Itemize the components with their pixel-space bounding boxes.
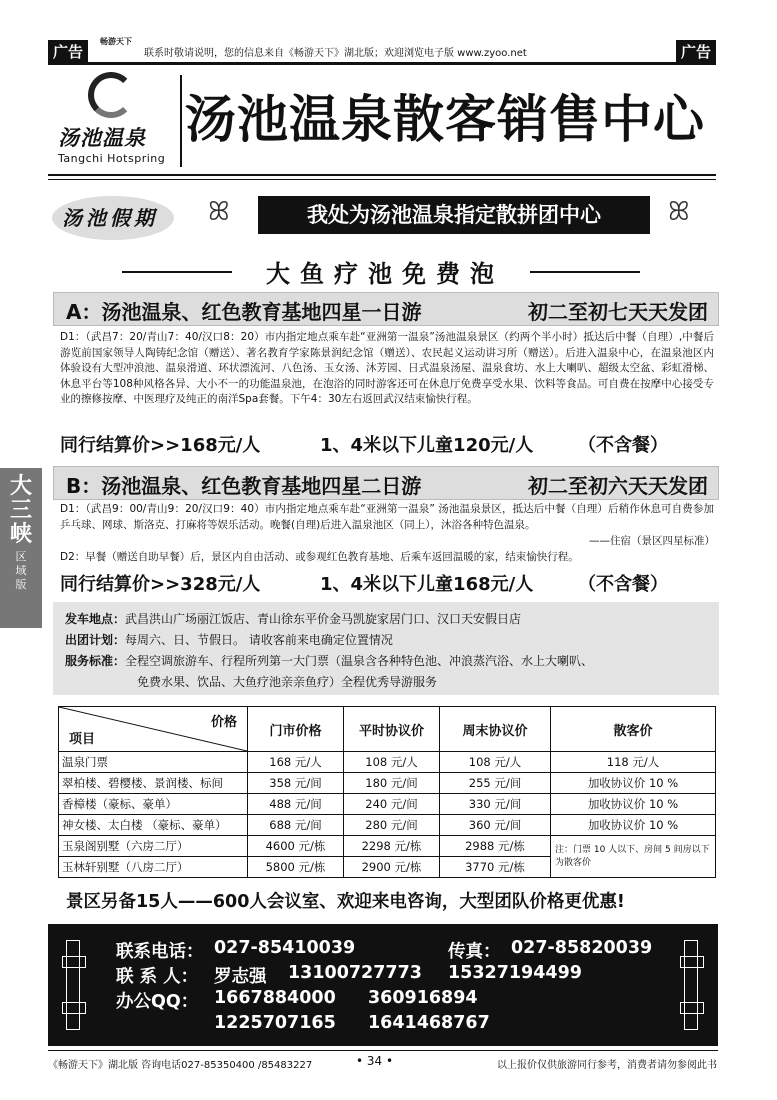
- cell-item: 香樟楼（豪标、豪单）: [59, 794, 248, 815]
- table-header-row: [59, 707, 716, 752]
- route-a-description: D1：（武昌7：20/青山7：40/汉口8：20）市内指定地点乘车赴“亚洲第一温泉”汤池温泉景区（约两个半小时）抵达后中餐（自理）,中餐后游览前国家领导人陶铸纪念馆（赠送）、著名教育学家陈景润纪念馆（赠送）、农民起义运动讲习所（赠送）。后进入温泉中心，在温泉池区内体验设有大型冲浪池、温泉滑道、环状漂流河、八色汤、玉女汤、沐芳园、日式温泉汤屋、温泉食坊、水上大喇叭、超级太空盆、彩虹滑梯、休息平台等108种风格各异、大小不一的功能温泉池，在泡浴的同时游客还可在休息厅免费享受水果、饮料等食品。可自费在按摩中心接受专业的擦修按摩、中医理疗及纯正的南洋Spa套餐。下午4：30左右返回武汉结束愉快行程。: [60, 331, 714, 406]
- departure-info: [53, 602, 719, 695]
- price-table: [58, 706, 716, 878]
- brand-small-logo: 畅游天下: [100, 37, 132, 46]
- meeting-room-note: 景区另备15人——600人会议室、欢迎来电咨询，大型团队价格更优惠!: [66, 892, 625, 912]
- phone-label: 联系电话：: [116, 942, 204, 962]
- pillar-ornament-left-icon: [66, 940, 80, 1030]
- scroll-ornament-left-icon: ꕤ: [208, 197, 230, 227]
- cell-weekday: 2298 元/栋: [344, 836, 440, 857]
- region-side-tab: [0, 468, 42, 628]
- footer-rule: [48, 1050, 718, 1051]
- qq-2: 360916894: [368, 988, 478, 1008]
- cell-weekend: 108 元/人: [440, 752, 551, 773]
- route-a-meal-note: （不含餐）: [578, 435, 668, 456]
- footer-publication: 《畅游天下》湖北版 咨询电话027-85350400 /85483227: [48, 1060, 313, 1071]
- contact-person-label: 联 系 人：: [116, 967, 199, 987]
- cell-weekend: 255 元/间: [440, 773, 551, 794]
- route-a-title: A：汤池温泉、红色教育基地四星一日游: [66, 300, 422, 324]
- footer-disclaimer: 以上报价仅供旅游同行参考，消费者请勿参阅此书: [497, 1060, 717, 1071]
- tangchi-logo: [52, 70, 172, 170]
- scroll-ornament-right-icon: ꕤ: [668, 197, 690, 227]
- qq-label: 办公QQ：: [116, 992, 199, 1012]
- service-value-1: 全程空调旅游车、行程所列第一大门票（温泉含各种特色池、冲浪蒸汽浴、水上大喇叭、: [125, 654, 594, 668]
- route-b-price: 同行结算价>>328元/人: [60, 574, 261, 595]
- cell-retail: 168 元/人: [248, 752, 344, 773]
- holiday-stamp-text: 汤池假期: [62, 206, 158, 230]
- swirl-logo-icon: [88, 72, 134, 118]
- mobile-2: 15327194499: [448, 963, 582, 983]
- depart-label: 发车地点：: [65, 612, 126, 626]
- route-b-day2: D2：早餐（赠送自助早餐）后，景区内自由活动、或参观红色教育基地、后乘车返回温暖的家，结束愉快行程。: [60, 551, 579, 563]
- header-divider: [180, 75, 182, 167]
- fax-label: 传真：: [448, 942, 501, 962]
- ad-label-right: 广告: [676, 40, 716, 63]
- phone-number: 027-85410039: [214, 938, 356, 958]
- logo-brand-en: Tangchi Hotspring: [58, 152, 166, 165]
- table-row: [59, 815, 716, 836]
- table-row: [59, 773, 716, 794]
- table-corner-header: [59, 707, 248, 752]
- villa-note: 注：门票 10 人以下、房间 5 间房以下为散客价: [551, 836, 716, 878]
- table-row: [59, 794, 716, 815]
- col-header-weekend: 周末协议价: [440, 707, 551, 752]
- corner-price-label: 价格: [210, 715, 237, 730]
- cell-weekend: 360 元/间: [440, 815, 551, 836]
- cell-individual: 118 元/人: [551, 752, 716, 773]
- top-bar: [48, 37, 716, 65]
- cell-weekday: 108 元/人: [344, 752, 440, 773]
- cell-weekend: 3770 元/栋: [440, 857, 551, 878]
- route-b-description: D1：（武昌9：00/青山9：20/汉口9：40）市内指定地点乘车赴“亚洲第一温泉” 汤池温泉景区，抵达后中餐（自理）后稍作休息可自费参加乒乓球、网球、斯洛克、打麻将等娱乐活动。晚餐(自理)后进入温泉池区（同上），沐浴各种特色温泉。: [60, 503, 714, 531]
- fax-number: 027-85820039: [511, 938, 653, 958]
- mobile-1: 13100727773: [288, 963, 422, 983]
- cell-retail: 4600 元/栋: [248, 836, 344, 857]
- fish-title-rule-left: [122, 271, 232, 273]
- cell-individual: 加收协议价 10 %: [551, 773, 716, 794]
- table-row: [59, 752, 716, 773]
- pillar-ornament-right-icon: [684, 940, 698, 1030]
- cell-individual: 加收协议价 10 %: [551, 815, 716, 836]
- route-a-child-price: 1、4米以下儿童120元/人: [320, 435, 534, 456]
- cell-weekday: 180 元/间: [344, 773, 440, 794]
- plan-label: 出团计划：: [65, 633, 126, 647]
- fish-title-rule-right: [530, 271, 640, 273]
- logo-brand-cn: 汤池温泉: [58, 125, 146, 150]
- route-b-child-price: 1、4米以下儿童168元/人: [320, 574, 534, 595]
- header-notice: 联系时敬请说明，您的信息来自《畅游天下》湖北版；欢迎浏览电子版 www.zyoo.net: [144, 48, 527, 59]
- qq-3: 1225707165: [214, 1013, 336, 1033]
- qq-1: 1667884000: [214, 988, 336, 1008]
- plan-value: 每周六、日、节假日。 请收客前来电确定位置情况: [125, 633, 393, 647]
- cell-weekend: 330 元/间: [440, 794, 551, 815]
- col-header-weekday: 平时协议价: [344, 707, 440, 752]
- side-tab-region: 大三峡: [9, 473, 32, 547]
- cell-item: 玉泉阁别墅（六房二厅）: [59, 836, 248, 857]
- col-header-individual: 散客价: [551, 707, 716, 752]
- cell-item: 温泉门票: [59, 752, 248, 773]
- route-b-meal-note: （不含餐）: [578, 574, 668, 595]
- route-a-dates: 初二至初七天天发团: [528, 300, 708, 324]
- header-rule: [48, 174, 716, 180]
- cell-weekday: 240 元/间: [344, 794, 440, 815]
- route-a-header: [53, 292, 719, 326]
- page-title: 汤池温泉散客销售中心: [185, 90, 706, 150]
- cell-retail: 358 元/间: [248, 773, 344, 794]
- cell-weekend: 2988 元/栋: [440, 836, 551, 857]
- route-b-title: B：汤池温泉、红色教育基地四星二日游: [66, 474, 422, 498]
- route-b-stay: ——住宿（景区四星标准）: [589, 535, 715, 547]
- service-row: [65, 652, 593, 669]
- service-value-2: 免费水果、饮品、大鱼疗池亲亲鱼疗）全程优秀导游服务: [137, 675, 438, 689]
- side-tab-edition: 区域版: [15, 550, 27, 591]
- qq-4: 1641468767: [368, 1013, 490, 1033]
- route-b-dates: 初二至初六天天发团: [528, 474, 708, 498]
- cell-item: 翠柏楼、碧樱楼、景润楼、标间: [59, 773, 248, 794]
- contact-panel: [48, 924, 718, 1046]
- corner-item-label: 项目: [69, 732, 96, 747]
- cell-retail: 488 元/间: [248, 794, 344, 815]
- cell-item: 神女楼、太白楼 （豪标、豪单）: [59, 815, 248, 836]
- contact-person: 罗志强: [214, 967, 267, 987]
- cell-retail: 5800 元/栋: [248, 857, 344, 878]
- table-row: [59, 836, 716, 857]
- route-a-price: 同行结算价>>168元/人: [60, 435, 261, 456]
- depart-value: 武昌洪山广场丽江饭店、青山徐东平价金马凯旋家居门口、汉口天安假日店: [125, 612, 522, 626]
- slogan-banner: 我处为汤池温泉指定散拼团中心: [258, 196, 650, 234]
- cell-individual: 加收协议价 10 %: [551, 794, 716, 815]
- fish-therapy-title: 大鱼疗池免费泡: [266, 260, 504, 288]
- route-b-header: [53, 466, 719, 500]
- page-number: • 34 •: [356, 1054, 394, 1068]
- col-header-retail: 门市价格: [248, 707, 344, 752]
- cell-retail: 688 元/间: [248, 815, 344, 836]
- plan-row: [65, 631, 393, 648]
- cell-weekday: 280 元/间: [344, 815, 440, 836]
- cell-item: 玉林轩别墅（八房二厅）: [59, 857, 248, 878]
- cell-weekday: 2900 元/栋: [344, 857, 440, 878]
- depart-row: [65, 610, 521, 627]
- ad-label-left: 广告: [48, 40, 88, 63]
- service-label: 服务标准：: [65, 654, 126, 668]
